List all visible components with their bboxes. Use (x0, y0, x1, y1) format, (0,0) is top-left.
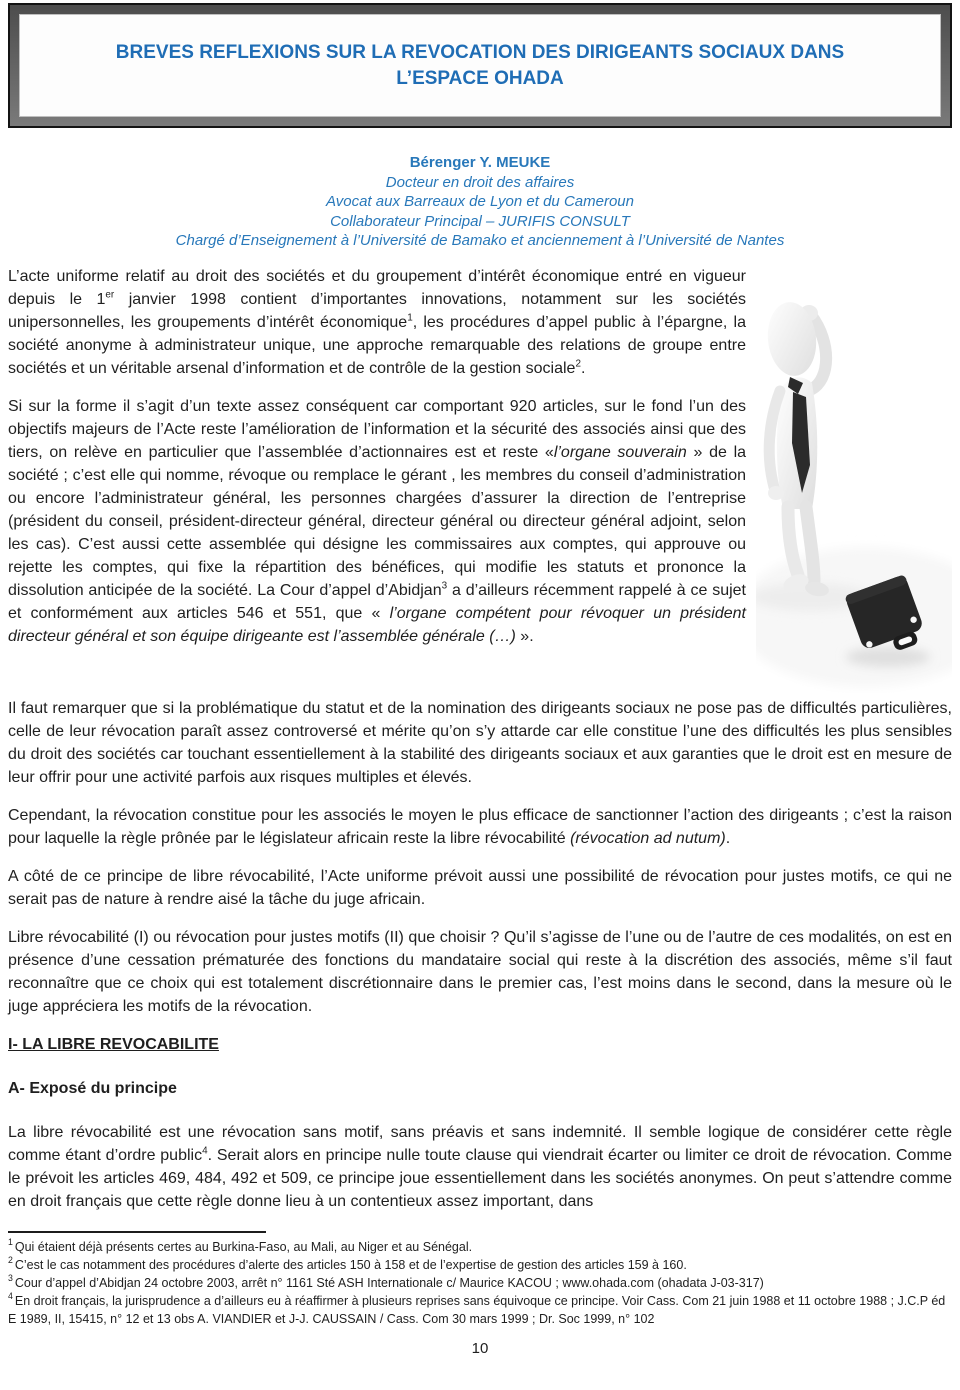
body-paragraph: L’acte uniforme relatif au droit des sociétés et du groupement d’intérêt économique entré en vigueur depuis le 1er janvier 1998 contient d’importantes innovations, notamment sur les sociétés unipersonnelles, les groupements d’intérêt économique$^1$, les procédures d’appel public à l’épargne, la société anonyme à administrateur unique, une approche remarquable des relations de groupe entre sociétés et un véritable arsenal d’information et de contrôle de la gestion sociale$^2$. (8, 267, 746, 377)
author-credential: Collaborateur Principal – JURIFIS CONSULT (330, 212, 630, 230)
footnote-separator (8, 1231, 266, 1233)
footnote-number: 3 (8, 1273, 13, 1284)
footnote-number: 4 (8, 1291, 13, 1302)
footnote (8, 1274, 952, 1292)
author-credential: Avocat aux Barreaux de Lyon et du Cameroun (326, 193, 634, 210)
body-paragraph: A côté de ce principe de libre révocabilité, l’Acte uniforme prévoit aussi une possibilité de révocation pour justes motifs, ce qui ne serait pas de nature à rendre aisé la tâche du juge africain. (8, 867, 952, 908)
author-block (8, 153, 952, 251)
body-paragraph: La libre révocabilité est une révocation sans motif, sans préavis et sans indemnité. Il semble logique de considérer cette règle comme étant d’ordre public$^4$. Serait alors en principe nulle toute clause qui viendrait écarter ou limiter ce droit de révocation. Comme le prévoit les articles 469, 484, 492 et 509, ce principe joue essentiellement dans les sociétés anonymes. On peut s’attendre comme en droit français que cette règle donne lieu à un contentieux assez important, dans (8, 1123, 953, 1210)
figure-illustration (756, 267, 952, 693)
title-box (8, 3, 952, 128)
body-paragraph: Libre révocabilité (I) ou révocation pour justes motifs (II) que choisir ? Qu’il s’agisse de l’une ou de l’autre de ces modalités, on est en présence d’une cessation prématurée des fonctions du mandataire social qui reste à la discrétion des associés, même s’il faut reconnaître que ce choix qui est totalement discrétionnaire dans le premier cas, l’est moins dans le second, dans la mesure où le juge appréciera les motifs de la révocation. (8, 928, 952, 1015)
title-box-inner (19, 14, 941, 117)
footnotes-section (8, 1231, 952, 1328)
author-name: Bérenger Y. MEUKE (409, 154, 551, 171)
footnote (8, 1292, 952, 1328)
footnote (8, 1256, 952, 1274)
section-heading: I- LA LIBRE REVOCABILITE (8, 1035, 219, 1053)
footnote-number: 2 (8, 1255, 13, 1266)
businessman-figure-image (756, 267, 952, 693)
article-body (8, 265, 952, 1213)
footnote-text: En droit français, la jurisprudence a d’ailleurs eu à réaffirmer à plusieurs reprises sans équivoque ce principe. Voir Cass. Com 21 juin 1988 et 11 octobre 1988 ; J.C.P éd E 1989, II, 15415, n° 12 et 13 obs A. VIANDIER et J-J. CAUSSAIN / Cass. Com 30 mars 1999 ; Dr. Soc 1999, n° 102 (8, 1293, 946, 1326)
author-credential: Docteur en droit des affaires (385, 173, 575, 191)
author-credential: Chargé d’Enseignement à l’Université de Bamako et anciennement à l’Université de Nantes (175, 232, 785, 249)
footnote-text: C’est le cas notamment des procédures d’alerte des articles 150 à 158 et de l’expertise de gestion des articles 159 à 160. (14, 1257, 687, 1272)
page-title: BREVES REFLEXIONS SUR LA REVOCATION DES DIRIGEANTS SOCIAUX DANS L’ESPACE OHADA (115, 41, 845, 89)
page-number: 10 (471, 1339, 489, 1357)
body-paragraph: Si sur la forme il s’agit d’un texte assez conséquent car comportant 920 articles, sur le fond l’un des objectifs majeurs de l’Acte reste l’amélioration de l’information et la sécurité des associés ainsi que des tiers, on relève en particulier que l’assemblée d’actionnaires est et reste «l’organe souverain » de la société ; c’est elle qui nomme, révoque ou remplace le gérant , les membres du conseil d’administration ou encore l’administrateur général, les personnes chargées d’assurer la direction de l’entreprise (président du conseil, président-directeur général, directeur général ou directeur général adjoint, selon les cas). C’est aussi cette assemblée qui désigne les commissaires aux comptes, qui approuve ou rejette les comptes, qui fixe la répartition des bénéfices, qui modifie les statuts et prononce la dissolution anticipée de la société. La Cour d’appel d’Abidjan$^3$ a d’ailleurs récemment rappelé à ce sujet et conformément aux articles 546 et 551, que « l’organe compétent pour révoquer un président directeur général et son équipe dirigeante est l’assemblée générale (…) ». (8, 397, 747, 645)
footnote-text: Qui étaient déjà présents certes au Burkina-Faso, au Mali, au Niger et au Sénégal. (14, 1239, 473, 1254)
footnote-text: Cour d’appel d’Abidjan 24 octobre 2003, arrêt n° 1161 Sté ASH Internationale c/ Maurice KACOU ; www.ohada.com (ohadata J-03-317) (14, 1275, 764, 1290)
body-paragraph: Il faut remarquer que si la problématique du statut et de la nomination des dirigeants sociaux ne pose pas de difficultés particulières, celle de leur révocation paraît assez controversé et mérite qu’on s’y attarde car elle constitue l’une des difficultés les plus sensibles du droit des sociétés car touchant essentiellement à la stabilité des dirigeants sociaux et aux garanties que le droit est en mesure de leur offrir pour une activité parfois aux risques multiples et élevés. (8, 699, 952, 786)
body-paragraph: Cependant, la révocation constitue pour les associés le moyen le plus efficace de sanctionner l’action des dirigeants ; c’est la raison pour laquelle la règle prônée par le législateur africain reste la libre révocabilité (révocation ad nutum). (8, 806, 952, 847)
footnote (8, 1238, 952, 1256)
footnote-number: 1 (8, 1237, 13, 1248)
subsection-heading: A- Exposé du principe (8, 1079, 177, 1097)
